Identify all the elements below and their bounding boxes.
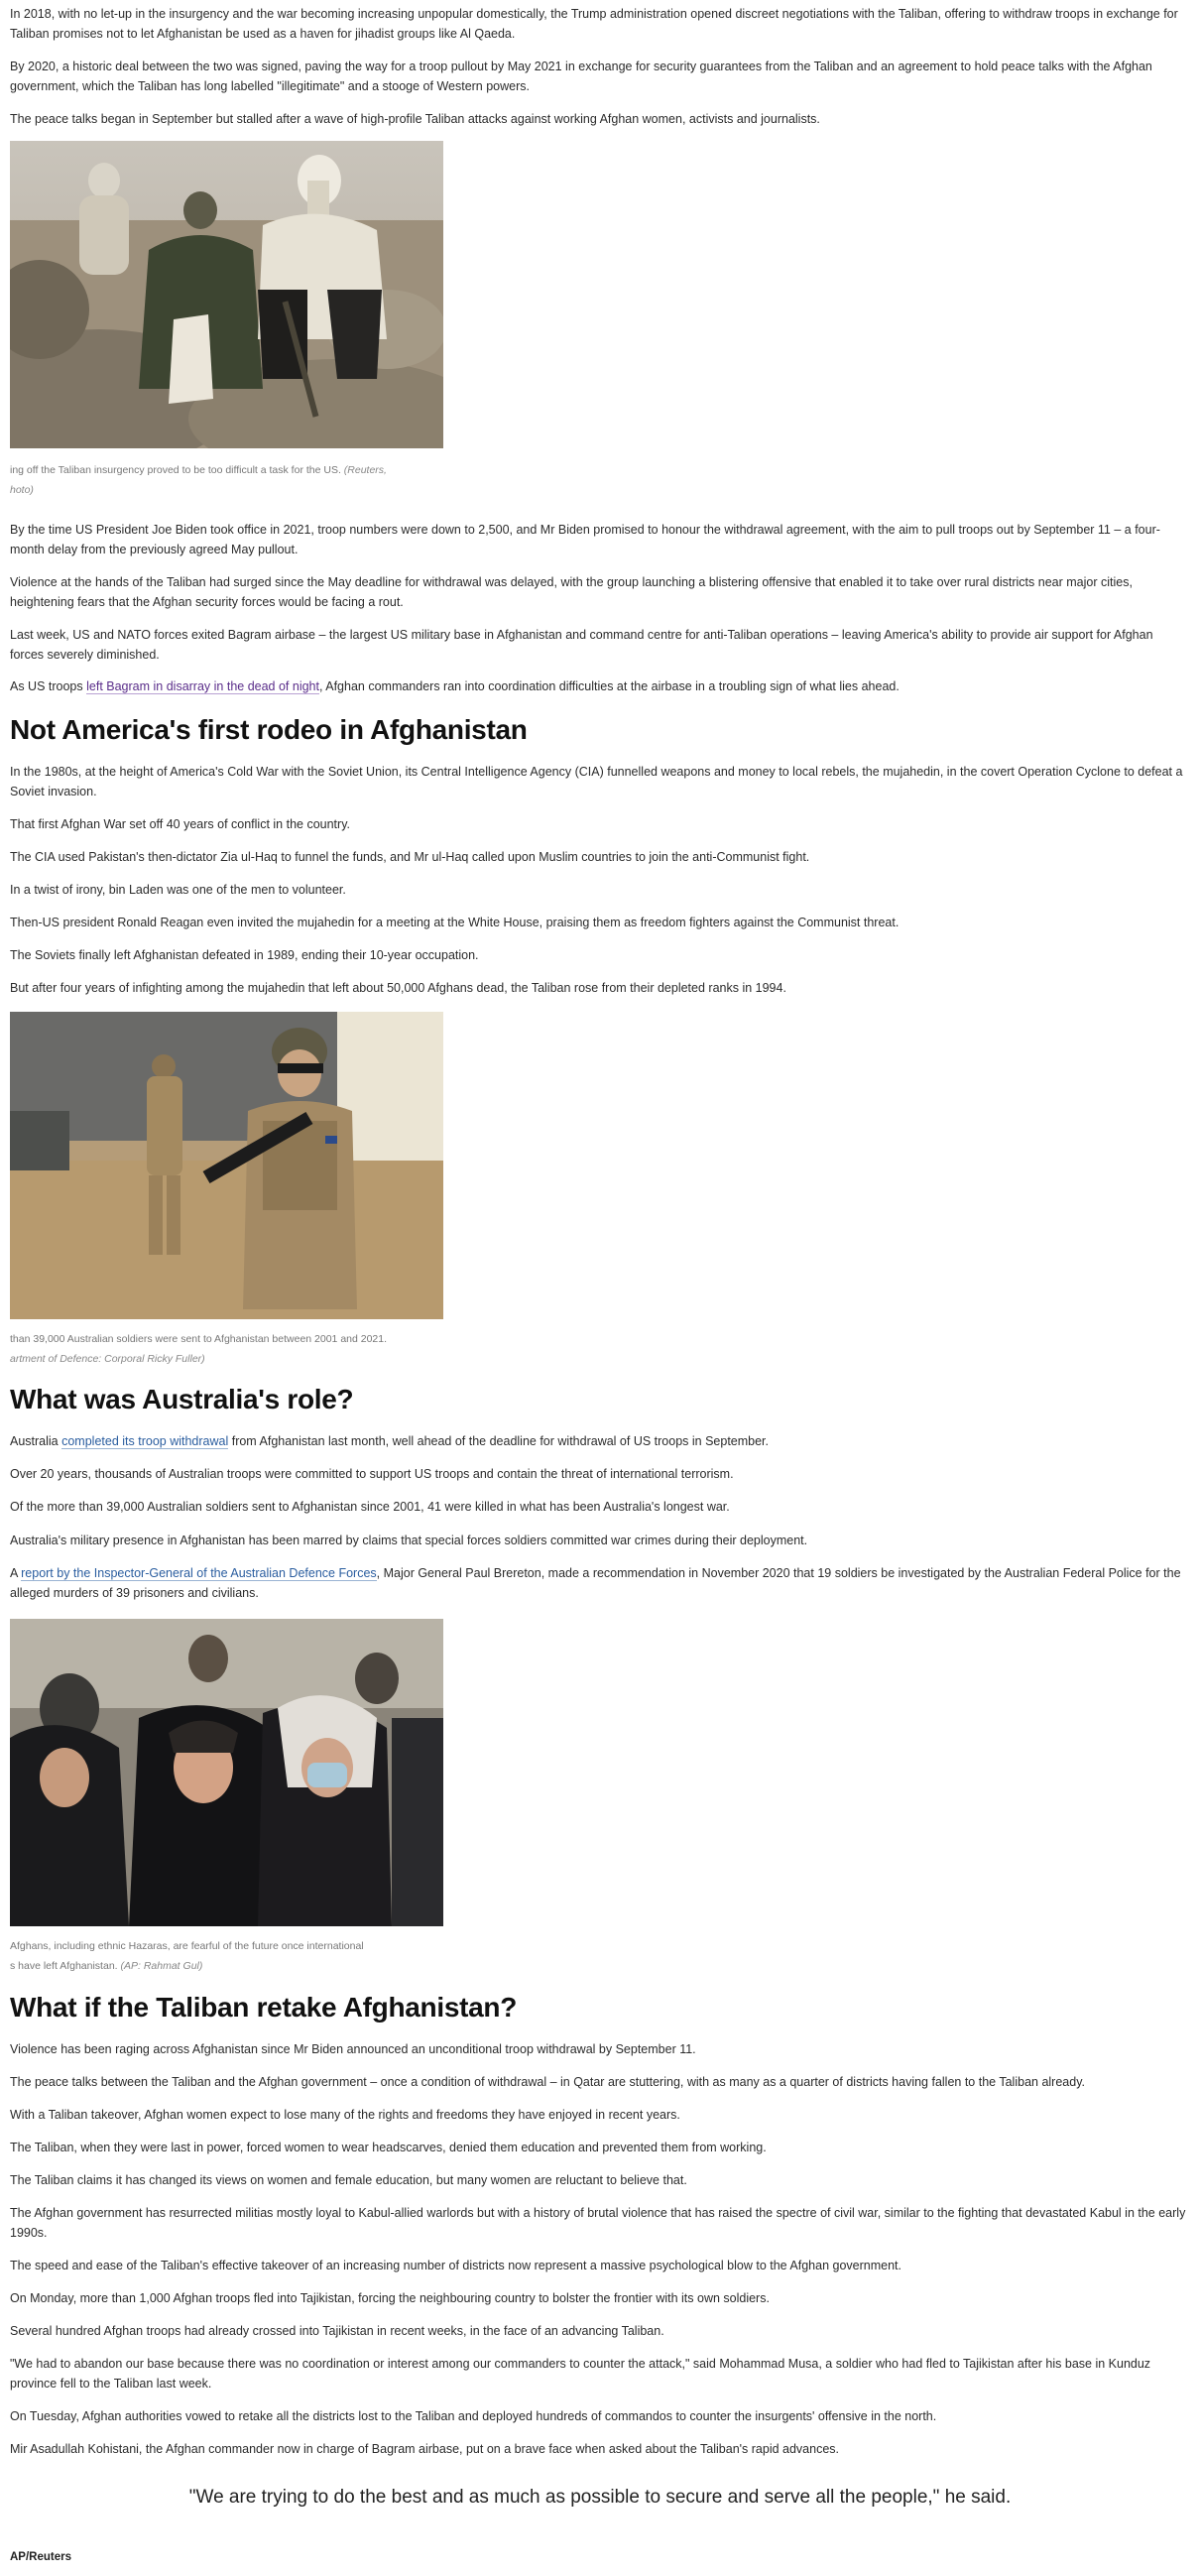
photo-credit-3: (AP: Rahmat Gul) <box>120 1960 203 1972</box>
afghan-women-photo <box>10 1619 443 1926</box>
rodeo-paragraph-5: Then-US president Ronald Reagan even invited the mujahedin for a meeting at the White House, praising them as freedom fighters against the Communist threat. <box>10 916 900 929</box>
rodeo-paragraph-3: The CIA used Pakistan's then-dictator Zia ul-Haq to funnel the funds, and Mr ul-Haq called upon Muslim countries to join the anti-Communist fight. <box>10 850 810 864</box>
retake-paragraph-9: Several hundred Afghan troops had already crossed into Tajikistan in recent weeks, in the face of an advancing Taliban. <box>10 2324 664 2338</box>
section-heading-rodeo: Not America's first rodeo in Afghanistan <box>10 714 528 745</box>
taliban-fighters-photo <box>10 141 443 448</box>
retake-paragraph-7: The speed and ease of the Taliban's effective takeover of an increasing number of districts now represent a massive psychological blow to the Afghan government. <box>10 2259 901 2272</box>
rodeo-paragraph-2: That first Afghan War set off 40 years of conflict in the country. <box>10 817 350 831</box>
withdrawal-paragraph-3: Last week, US and NATO forces exited Bagram airbase – the largest US military base in Afghanistan and command centre for anti-Taliban operations – leaving America's ability to provide air support for Afghan forces severely diminished. <box>10 628 1153 662</box>
intro-paragraph-1: In 2018, with no let-up in the insurgency and the war becoming increasing unpopular domestically, the Trump administration opened discreet negotiations with the Taliban, offering to withdraw troops in exchange for Taliban promises not to let Afghanistan be used as a haven for jihadist groups like Al Qaeda. <box>10 7 1178 41</box>
australia-paragraph-1: Australia completed its troop withdrawal from Afghanistan last month, well ahead of the deadline for withdrawal of US troops in September. <box>10 1434 770 1448</box>
australian-soldier-photo <box>10 1012 443 1319</box>
retake-paragraph-2: The peace talks between the Taliban and the Afghan government – once a condition of withdrawal – in Qatar are stuttering, with as many as a quarter of districts having fallen to the Taliban already. <box>10 2075 1085 2089</box>
rodeo-paragraph-1: In the 1980s, at the height of America's Cold War with the Soviet Union, its Central Intelligence Agency (CIA) funnelled weapons and money to local rebels, the mujahedin, in the covert Operation Cyclone to defeat a Soviet invasion. <box>10 765 1183 798</box>
retake-paragraph-10: "We had to abandon our base because there was no coordination or interest among our commanders to counter the attack," said Mohammad Musa, a soldier who had fled to Tajikistan after his base in Kunduz province fell to the Taliban last week. <box>10 2357 1151 2391</box>
retake-paragraph-12: Mir Asadullah Kohistani, the Afghan commander now in charge of Bagram airbase, put on a brave face when asked about the Taliban's rapid advances. <box>10 2442 840 2456</box>
rodeo-paragraph-6: The Soviets finally left Afghanistan defeated in 1989, ending their 10-year occupation. <box>10 948 479 962</box>
retake-paragraph-5: The Taliban claims it has changed its views on women and female education, but many women are reluctant to believe that. <box>10 2173 687 2187</box>
section-heading-retake: What if the Taliban retake Afghanistan? <box>10 1992 518 2023</box>
section-heading-australia: What was Australia's role? <box>10 1384 354 1414</box>
retake-paragraph-3: With a Taliban takeover, Afghan women expect to lose many of the rights and freedoms they have enjoyed in recent years. <box>10 2108 680 2122</box>
photo-credit-1: (Reuters, <box>343 464 387 476</box>
withdrawal-paragraph-4: As US troops left Bagram in disarray in the dead of night, Afghan commanders ran into coordination difficulties at the airbase in a troubling sign of what lies ahead. <box>10 679 900 693</box>
photo-credit-1b: hoto) <box>10 484 34 496</box>
australia-paragraph-2: Over 20 years, thousands of Australian troops were committed to support US troops and contain the threat of international terrorism. <box>10 1467 734 1481</box>
retake-paragraph-8: On Monday, more than 1,000 Afghan troops fled into Tajikistan, forcing the neighbouring country to bolster the frontier with its own soldiers. <box>10 2291 770 2305</box>
pull-quote: "We are trying to do the best and as much as possible to secure and serve all the people," he said. <box>188 2487 1012 2508</box>
australia-paragraph-3: Of the more than 39,000 Australian soldiers sent to Afghanistan since 2001, 41 were killed in what has been Australia's longest war. <box>10 1500 730 1514</box>
intro-paragraph-3: The peace talks began in September but stalled after a wave of high-profile Taliban attacks against working Afghan women, activists and journalists. <box>10 112 820 126</box>
australia-paragraph-5: A report by the Inspector-General of the Australian Defence Forces, Major General Paul Brereton, made a recommendation in November 2020 that 19 soldiers be investigated by the Australian Federal Police for the alleged murders of 39 prisoners and civilians. <box>10 1566 1181 1600</box>
byline: AP/Reuters <box>10 2551 71 2563</box>
retake-paragraph-4: The Taliban, when they were last in power, forced women to wear headscarves, denied them education and prevented them from working. <box>10 2141 767 2154</box>
withdrawal-paragraph-1: By the time US President Joe Biden took office in 2021, troop numbers were down to 2,500, and Mr Biden promised to honour the withdrawal agreement, with the aim to pull troops out by September 11 – a four-month delay from the previously agreed May pullout. <box>10 523 1160 556</box>
troop-withdrawal-link[interactable]: completed its troop withdrawal <box>61 1434 229 1448</box>
retake-paragraph-6: The Afghan government has resurrected militias mostly loyal to Kabul-allied warlords but with a history of brutal violence that has raised the spectre of civil war, similar to the fighting that devastated Kabul in the early 1990s. <box>10 2206 1186 2240</box>
retake-paragraph-1: Violence has been raging across Afghanistan since Mr Biden announced an unconditional troop withdrawal by September 11. <box>10 2042 696 2056</box>
retake-paragraph-11: On Tuesday, Afghan authorities vowed to retake all the districts lost to the Taliban and deployed hundreds of commandos to counter the insurgents' offensive in the north. <box>10 2409 937 2423</box>
photo-caption-1: ing off the Taliban insurgency proved to be too difficult a task for the US. (Reuters, hoto) <box>10 464 387 496</box>
rodeo-paragraph-7: But after four years of infighting among the mujahedin that left about 50,000 Afghans dead, the Taliban rose from their depleted ranks in 1994. <box>10 981 786 995</box>
photo-caption-2: than 39,000 Australian soldiers were sent to Afghanistan between 2001 and 2021. artment of Defence: Corporal Ricky Fuller) <box>10 1333 388 1365</box>
rodeo-paragraph-4: In a twist of irony, bin Laden was one of the men to volunteer. <box>10 883 346 897</box>
inspector-general-report-link[interactable]: report by the Inspector-General of the Australian Defence Forces <box>21 1566 377 1580</box>
bagram-disarray-link[interactable]: left Bagram in disarray in the dead of night <box>86 679 319 693</box>
photo-credit-2: artment of Defence: Corporal Ricky Fuller) <box>10 1353 205 1365</box>
australia-paragraph-4: Australia's military presence in Afghanistan has been marred by claims that special forces soldiers committed war crimes during their deployment. <box>10 1533 808 1547</box>
intro-paragraph-2: By 2020, a historic deal between the two was signed, paving the way for a troop pullout by May 2021 in exchange for security guarantees from the Taliban and an agreement to hold peace talks with the Afghan government, which the Taliban has long labelled "illegitimate" and a stooge of Western powers. <box>10 60 1152 93</box>
withdrawal-paragraph-2: Violence at the hands of the Taliban had surged since the May deadline for withdrawal was delayed, with the group launching a blistering offensive that enabled it to take over rural districts near major cities, heightening fears that the Afghan security forces would be facing a rout. <box>10 575 1133 609</box>
photo-caption-3: Afghans, including ethnic Hazaras, are fearful of the future once international s have left Afghanistan. (AP: Rahmat Gul) <box>10 1940 364 1972</box>
